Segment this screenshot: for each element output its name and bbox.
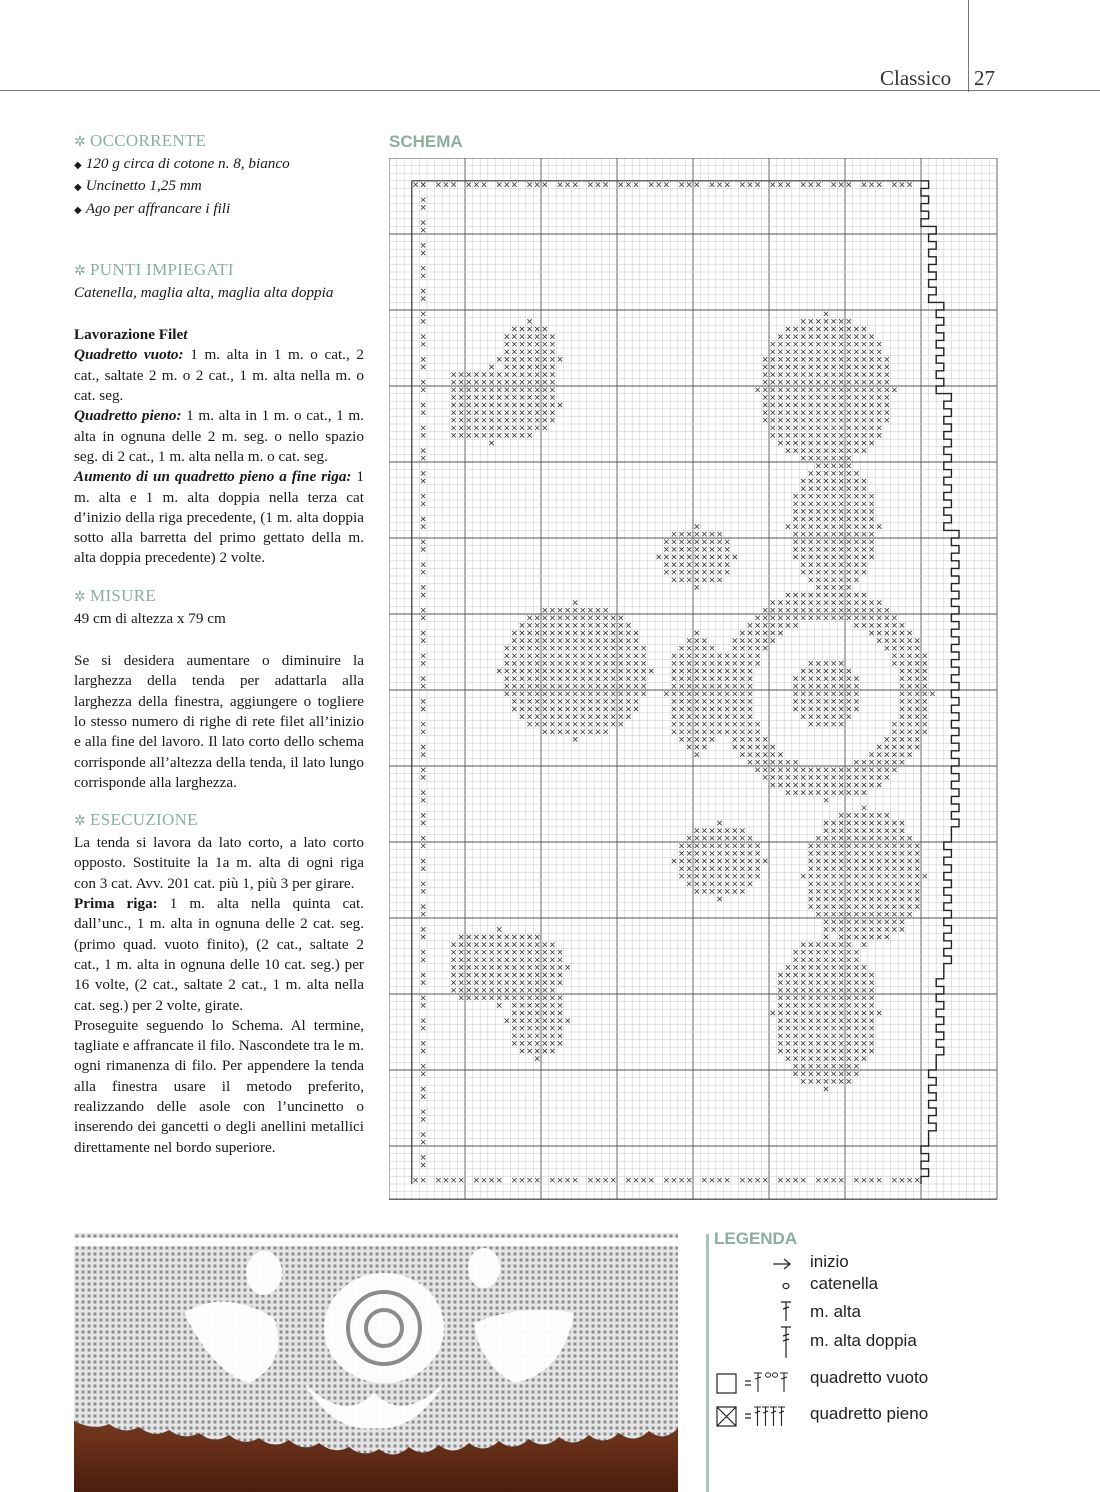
vuoto-paragraph: Quadretto vuoto: 1 m. alta in 1 m. o cat., 2 cat., saltate 2 m. o 2 cat., 1 m. alta nella m. o cat. seg. xyxy=(74,346,364,405)
diamond-bullet-icon: ◆ xyxy=(74,204,82,216)
misure-value: 49 cm di altezza x 79 cm xyxy=(74,609,226,627)
materials-item: ◆ Uncinetto 1,25 mm xyxy=(74,177,202,195)
legend-item-quadretto-pieno: quadretto pieno xyxy=(810,1404,929,1423)
chain-stitch-icon xyxy=(778,1278,794,1294)
diamond-bullet-icon: ◆ xyxy=(74,160,82,171)
treble-crochet-icon xyxy=(778,1324,794,1360)
punti-heading: ✲ PUNTI IMPIEGATI xyxy=(74,259,234,279)
esecuzione-intro: La tenda si lavora da lato corto, a lato corto opposto. Sostituite la 1a m. alta di ogni riga con 3 cat. Avv. 201 cat. più 1, più 3 per girare. xyxy=(74,834,364,892)
star-icon: ✲ xyxy=(74,814,87,830)
curtain-photo xyxy=(74,1233,678,1492)
chart-grid xyxy=(389,158,997,1199)
legend-item-m-alta-doppia: m. alta doppia xyxy=(810,1331,917,1350)
misure-heading: ✲ MISURE xyxy=(74,585,157,605)
filet-chart xyxy=(389,158,999,1208)
star-icon: ✲ xyxy=(74,589,87,605)
legend-bar xyxy=(706,1234,709,1492)
esecuzione-heading: ✲ ESECUZIONE xyxy=(74,810,198,830)
schema-title: SCHEMA xyxy=(389,132,463,151)
diamond-bullet-icon: ◆ xyxy=(74,182,82,194)
star-icon: ✲ xyxy=(74,263,87,279)
legend-title: LEGENDA xyxy=(714,1229,798,1248)
instructions-column xyxy=(74,130,364,1158)
esecuzione-outro: Proseguite seguendo lo Schema. Al termine, tagliate e affrancate il filo. Nascondete tra le m. ogni rimanenza di filo. Per appendere la tenda alla finestra usare il metodo preferito, realizzando delle asole con l’uncinetto o inserendo dei gancetti o degli anellini metallici direttamente nel bordo superiore. xyxy=(74,1016,364,1156)
filled-mesh-icon xyxy=(716,1405,796,1431)
star-icon: ✲ xyxy=(74,135,87,150)
legend-item-quadretto-vuoto: quadretto vuoto xyxy=(810,1368,929,1387)
pieno-paragraph: Quadretto pieno: 1 m. alta in 1 m. o cat., 1 m. alta in ognuna delle 2 m. seg. o nello spazio seg. di 2 cat., 1 m. alta nella m. o cat. seg. xyxy=(74,407,364,465)
curtain-lace-image xyxy=(74,1233,678,1492)
materials-item: ◆ Ago per affrancare i fili xyxy=(74,199,231,217)
lavorazione-heading: Lavorazione Filet xyxy=(74,326,188,344)
misure-note: Se si desidera aumentare o diminuire la larghezza della tenda per adattarla alla larghezza della finestra, aggiungere o togliere lo stesso numero di righe di rete filet all’inizio e alla fine del lavoro. Il lato corto dello schema corrisponde all’altezza della tenda, il lato lungo corrisponde alla larghezza. xyxy=(74,652,364,791)
punti-text: Catenella, maglia alta, maglia alta doppia xyxy=(74,283,334,301)
page-number: 27 xyxy=(974,66,995,90)
legend-item-catenella: catenella xyxy=(810,1274,879,1293)
section-label: Classico xyxy=(880,66,952,90)
double-crochet-icon xyxy=(778,1299,794,1323)
empty-mesh-icon xyxy=(716,1370,796,1396)
legend-item-inizio: inizio xyxy=(810,1252,849,1271)
prima-riga-paragraph: Prima riga: 1 m. alta nella quinta cat. dall’unc., 1 m. alta in ognuna delle 2 cat. seg. (primo quad. vuoto finito), (2 cat., saltate 2 cat., 1 m. alta in ognuna delle 10 cat. seg.) per 16 volte, (2 cat., saltate 2 cat., 1 m. alta nella cat. seg.) per 2 volte, girate. xyxy=(74,895,364,1014)
arrow-right-icon xyxy=(770,1256,794,1272)
occorrente-heading: ✲ OCCORRENTE xyxy=(74,131,207,150)
legend-item-m-alta: m. alta xyxy=(810,1302,862,1321)
header-divider xyxy=(968,0,969,92)
aumento-paragraph: Aumento di un quadretto pieno a fine riga: 1 m. alta e 1 m. alta doppia nella terza cat d’inizio della riga precedente, (1 m. alta doppia sotto alla barretta del primo gettato della m. alta doppia precedente) 2 volte. xyxy=(74,468,364,567)
materials-item: ◆ 120 g circa di cotone n. 8, bianco xyxy=(74,155,290,172)
